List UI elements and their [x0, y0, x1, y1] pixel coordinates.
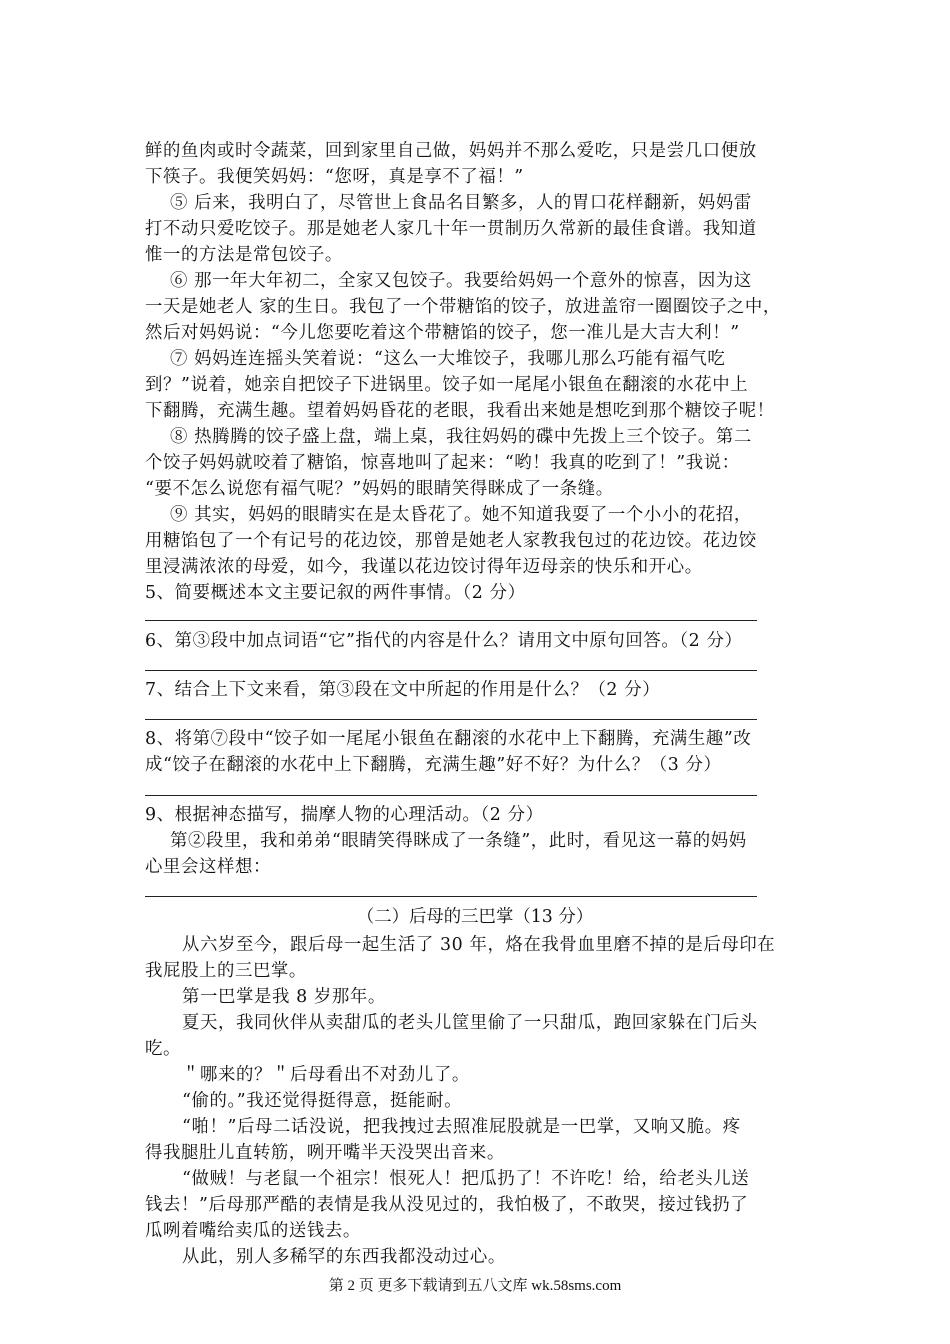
- passage-line: 个饺子妈妈就咬着了糖馅，惊喜地叫了起来：“哟！我真的吃到了！”我说：: [145, 453, 740, 473]
- passage-line: 用糖馅包了一个有记号的花边饺，那曾是她老人家教我包过的花边饺。花边饺: [145, 531, 757, 551]
- story-line: 我屁股上的三巴掌。: [145, 961, 307, 981]
- story-line: 第一巴掌是我 8 岁那年。: [182, 987, 386, 1007]
- story-line: 瓜咧着嘴给卖瓜的送钱去。: [145, 1221, 361, 1241]
- passage-line: 里浸满浓浓的母爱，如今，我谨以花边饺讨得年迈母亲的快乐和开心。: [145, 557, 703, 577]
- paragraph-6: ⑥ 那一年大年初二，全家又包饺子。我要给妈妈一个意外的惊喜，因为这: [170, 271, 752, 291]
- story-line: 吃。: [145, 1039, 181, 1059]
- passage-line: 到？”说着，她亲自把饺子下进锅里。饺子如一尾尾小银鱼在翻滚的水花中上: [145, 375, 749, 395]
- question-8: 8、将第⑦段中“饺子如一尾尾小银鱼在翻滚的水花中上下翻腾，充满生趣”改: [145, 729, 752, 749]
- question-9-prompt-cont: 心里会这样想：: [145, 857, 271, 877]
- passage-line: 下筷子。我便笑妈妈：“您呀，真是享不了福！”: [145, 167, 524, 187]
- question-8-cont: 成“饺子在翻滚的水花中上下翻腾，充满生趣”好不好？为什么？（3 分）: [145, 755, 722, 775]
- question-5: 5、简要概述本文主要记叙的两件事情。（2 分）: [145, 583, 526, 603]
- question-9-prompt: 第②段里，我和弟弟“眼睛笑得眯成了一条缝”，此时，看见这一幕的妈妈: [170, 831, 747, 851]
- answer-line-8[interactable]: [145, 795, 757, 796]
- passage-line: “要不怎么说您有福气呢？”妈妈的眼睛笑得眯成了一条缝。: [145, 479, 614, 499]
- story-line: “啪！”后母二话没说，把我拽过去照准屁股就是一巴掌，又响又脆。疼: [182, 1117, 741, 1137]
- passage-line: 一天是她老人 家的生日。我包了一个带糖馅的饺子，放进盖帘一圈圈饺子之中，: [145, 297, 781, 317]
- paragraph-5: ⑤ 后来，我明白了，尽管世上食品名目繁多，人的胃口花样翻新，妈妈雷: [170, 193, 752, 213]
- answer-line-5[interactable]: [145, 620, 757, 621]
- passage-line: 然后对妈妈说：“今儿您要吃着这个带糖馅的饺子，您一准儿是大吉大利！”: [145, 323, 740, 343]
- passage-line: 鲜的鱼肉或时令蔬菜，回到家里自己做，妈妈并不那么爱吃，只是尝几口便放: [145, 141, 757, 161]
- story-line: 夏天，我同伙伴从卖甜瓜的老头儿筐里偷了一只甜瓜，跑回家躲在门后头: [182, 1013, 758, 1033]
- story-line: 得我腿肚儿直转筋，咧开嘴半天没哭出音来。: [145, 1143, 505, 1163]
- question-7: 7、结合上下文来看，第③段在文中所起的作用是什么？（2 分）: [145, 680, 661, 700]
- page-footer: 第 2 页 更多下载请到五八文库 wk.58sms.com: [328, 1278, 622, 1294]
- paragraph-9: ⑨ 其实，妈妈的眼睛实在是太昏花了。她不知道我耍了一个小小的花招，: [170, 505, 752, 525]
- passage-line: 惟一的方法是常包饺子。: [145, 245, 343, 265]
- passage-line: 下翻腾，充满生趣。望着妈妈昏花的老眼，我看出来她是想吃到那个糖饺子呢！: [145, 401, 775, 421]
- question-6: 6、第③段中加点词语“它”指代的内容是什么？请用文中原句回答。（2 分）: [145, 631, 743, 651]
- story-line: “做贼！与老鼠一个祖宗！恨死人！把瓜扔了！不许吃！给，给老头儿送: [182, 1169, 750, 1189]
- section-title: （二）后母的三巴掌（13 分）: [356, 907, 594, 927]
- story-line: 从此，别人多稀罕的东西我都没动过心。: [182, 1247, 506, 1267]
- story-line: ＂哪来的？＂后母看出不对劲儿了。: [182, 1065, 470, 1085]
- story-line: 从六岁至今，跟后母一起生活了 30 年，烙在我骨血里磨不掉的是后母印在: [182, 935, 776, 955]
- story-line: “偷的。”我还觉得挺得意，挺能耐。: [182, 1091, 463, 1111]
- answer-line-9[interactable]: [145, 896, 757, 897]
- passage-line: 打不动只爱吃饺子。那是她老人家几十年一贯制历久常新的最佳食谱。我知道: [145, 219, 757, 239]
- paragraph-7: ⑦ 妈妈连连摇头笑着说：“这么一大堆饺子，我哪儿那么巧能有福气吃: [170, 349, 726, 369]
- question-9: 9、根据神态描写，揣摩人物的心理活动。（2 分）: [145, 805, 544, 825]
- story-line: 钱去！”后母那严酷的表情是我从没见过的，我怕极了，不敢哭，接过钱扔了: [145, 1195, 749, 1215]
- answer-line-7[interactable]: [145, 719, 757, 720]
- paragraph-8: ⑧ 热腾腾的饺子盛上盘，端上桌，我往妈妈的碟中先拨上三个饺子。第二: [170, 427, 752, 447]
- answer-line-6[interactable]: [145, 670, 757, 671]
